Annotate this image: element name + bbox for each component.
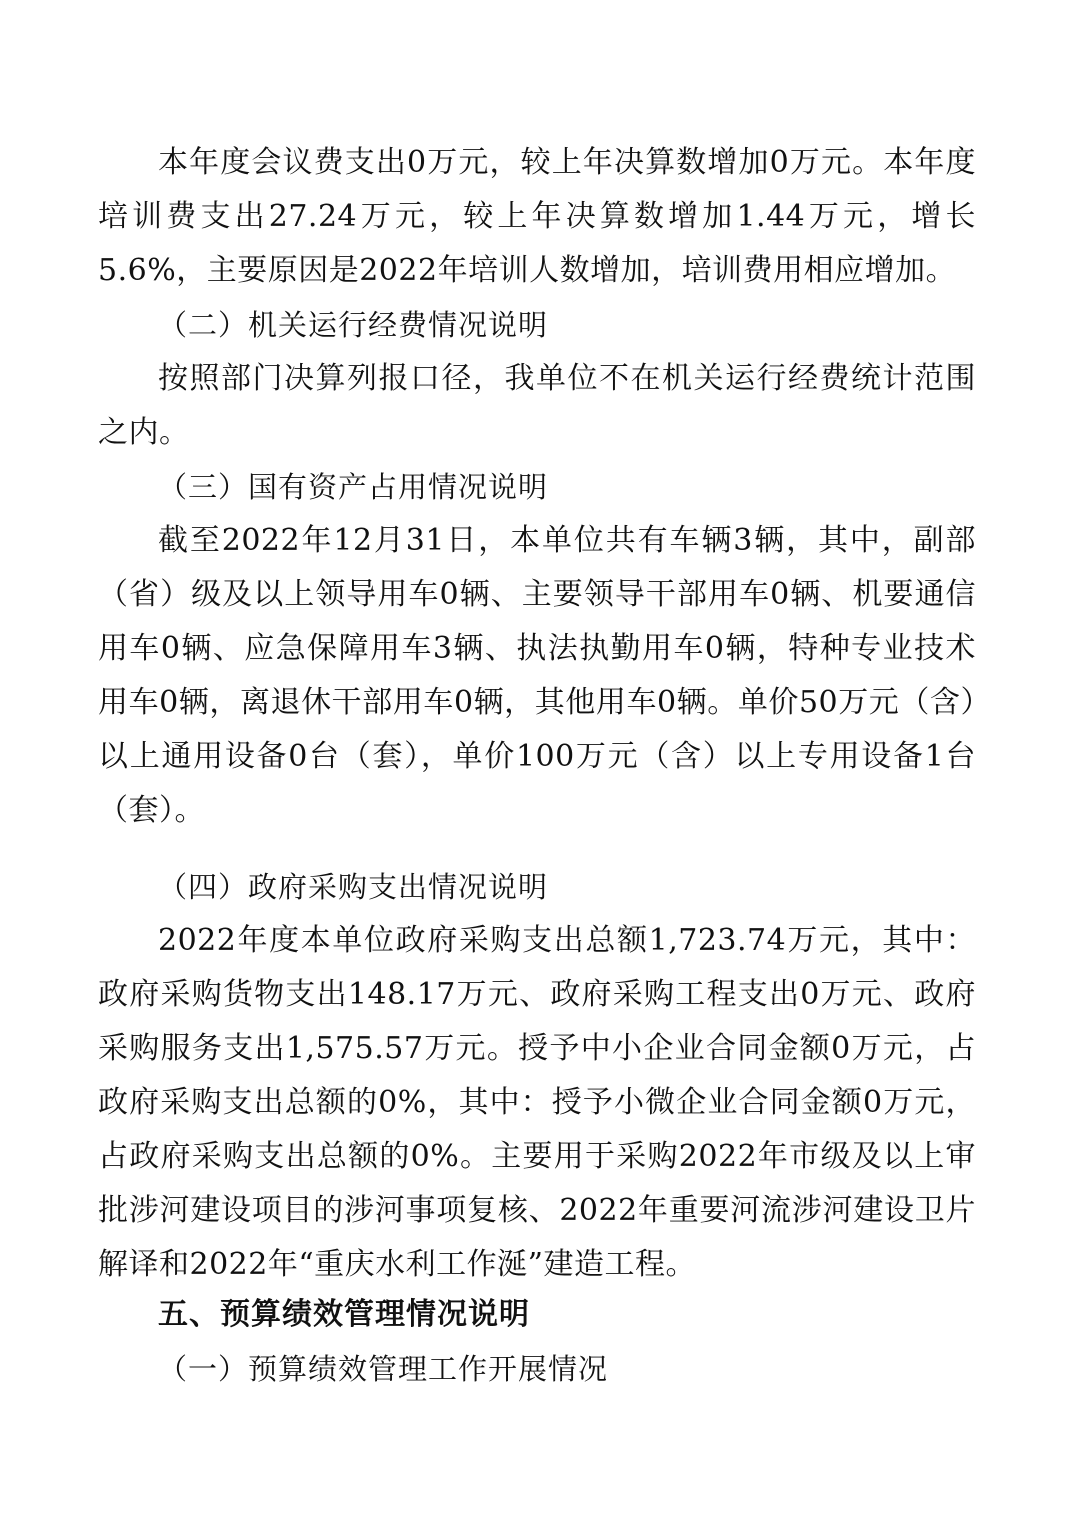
state-assets-heading: （三）国有资产占用情况说明 [158,470,549,504]
performance-management-section [98,1288,976,1396]
operating-expense-heading: （二）机关运行经费情况说明 [158,308,549,342]
government-procurement-heading: （四）政府采购支出情况说明 [158,870,549,904]
state-assets-section [98,460,976,838]
operating-expense-paragraph: 按照部门决算列报口径，我单位不在机关运行经费统计范围之内。 [98,361,976,450]
government-procurement-section [98,860,976,1292]
government-procurement-paragraph: 2022年度本单位政府采购支出总额1,723.74万元，其中：政府采购货物支出148.17万元、政府采购工程支出0万元、政府采购服务支出1,575.57万元。授予中小企业合同金额0万元，占政府采购支出总额的0%，其中：授予小微企业合同金额0万元，占政府采购支出总额的0%。主要用于采购2022年市级及以上审批涉河建设项目的涉河事项复核、2022年重要河流涉河建设卫片解译和2022年“重庆水利工作涎”建造工程。 [98,923,976,1282]
meeting-training-fee-section [98,136,976,298]
operating-expense-section [98,298,976,460]
section-five-heading: 五、预算绩效管理情况说明 [158,1297,530,1332]
meeting-training-fee-paragraph: 本年度会议费支出0万元，较上年决算数增加0万元。本年度培训费支出27.24万元，较上年决算数增加1.44万元，增长5.6%，主要原因是2022年培训人数增加，培训费用相应增加。 [98,145,976,288]
performance-work-heading: （一）预算绩效管理工作开展情况 [158,1352,609,1386]
state-assets-paragraph: 截至2022年12月31日，本单位共有车辆3辆，其中，副部（省）级及以上领导用车0辆、主要领导干部用车0辆、机要通信用车0辆、应急保障用车3辆、执法执勤用车0辆，特种专业技术用车0辆，离退休干部用车0辆，其他用车0辆。单价50万元（含）以上通用设备0台（套），单价100万元（含）以上专用设备1台（套）。 [98,523,976,828]
